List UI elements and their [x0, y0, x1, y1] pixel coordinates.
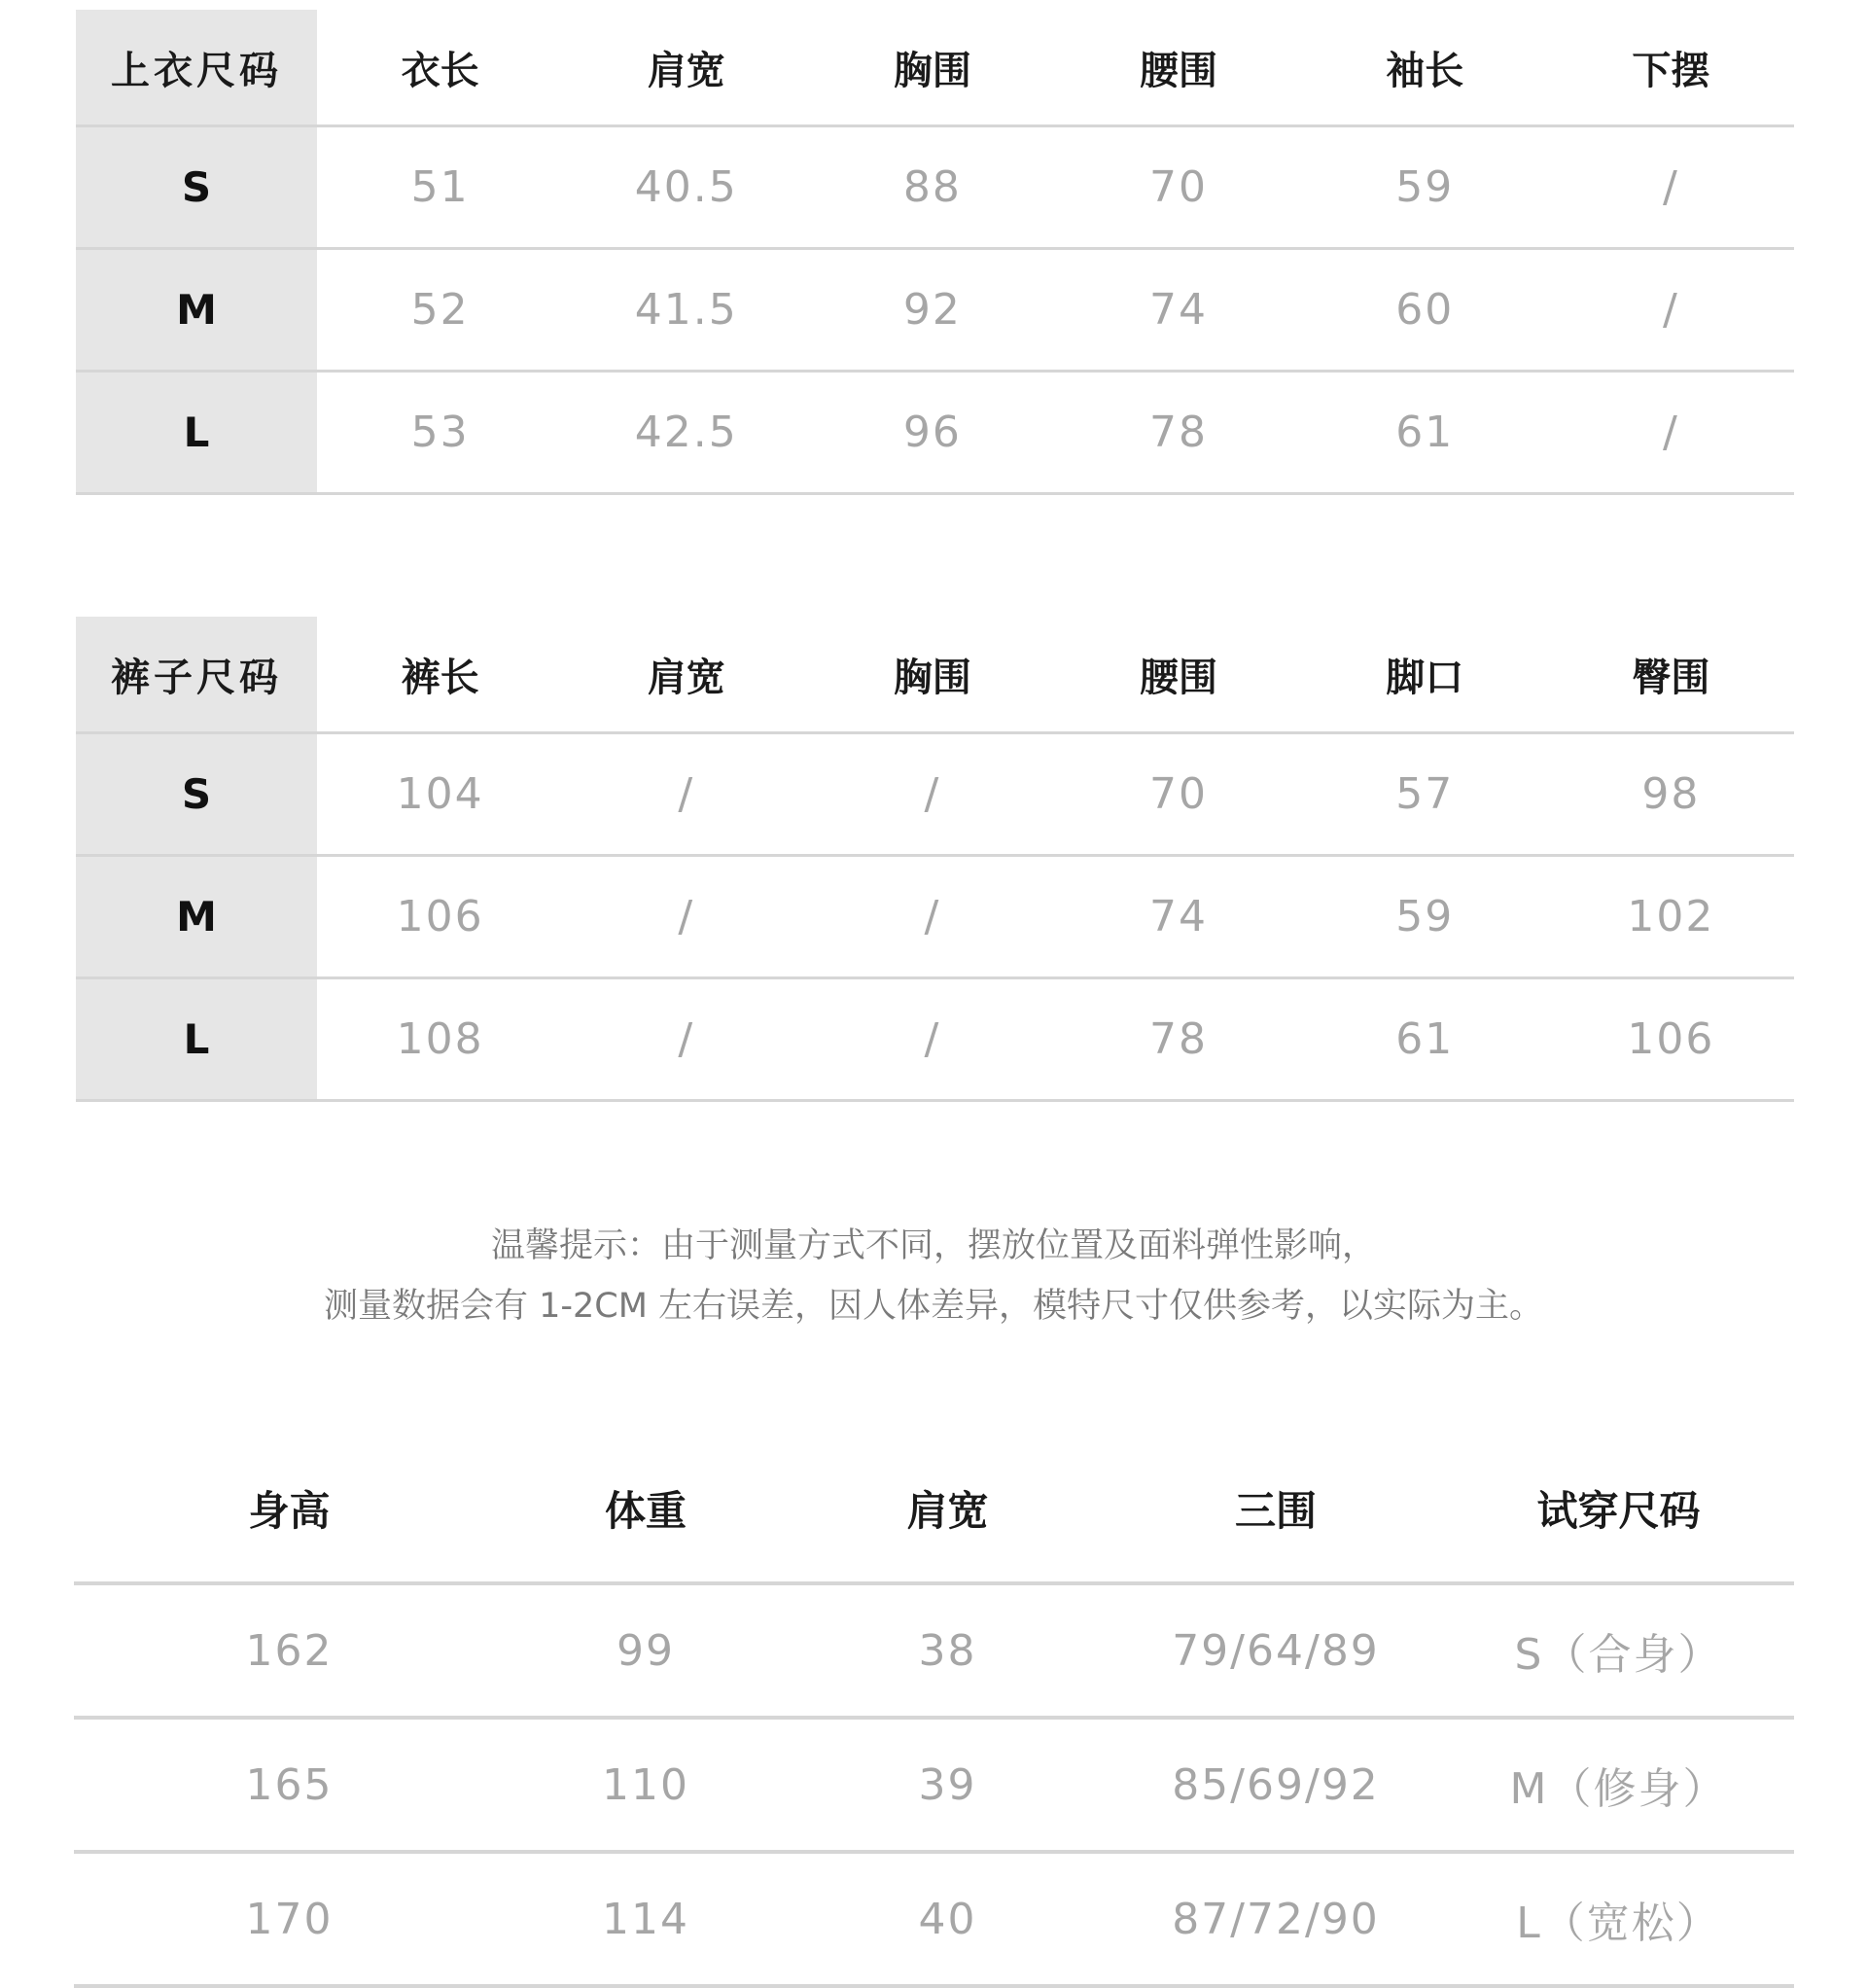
table-cell: 87/72/90	[1109, 1852, 1443, 1986]
table-cell: 70	[1055, 733, 1301, 856]
table-cell: 74	[1055, 249, 1301, 372]
header-length: 衣长	[317, 10, 563, 126]
size-label: S	[76, 733, 317, 856]
table-cell: L（宽松）	[1443, 1852, 1794, 1986]
header-shoulder: 肩宽	[563, 10, 809, 126]
table-cell: 108	[317, 978, 563, 1101]
table-cell: 57	[1302, 733, 1548, 856]
table-row	[76, 733, 1794, 856]
table-cell: 110	[505, 1718, 787, 1852]
size-label: L	[76, 372, 317, 494]
table-cell: 70	[1055, 126, 1301, 249]
table-cell: 53	[317, 372, 563, 494]
table-cell: 99	[505, 1583, 787, 1718]
table-header-row	[74, 1435, 1794, 1583]
table-cell: 92	[809, 249, 1055, 372]
table-cell: 78	[1055, 978, 1301, 1101]
header-label-size: 裤子尺码	[76, 617, 317, 733]
header-height: 身高	[74, 1435, 505, 1583]
table-cell: 104	[317, 733, 563, 856]
table-row	[76, 372, 1794, 494]
table-cell: 59	[1302, 126, 1548, 249]
header-hem: 下摆	[1548, 10, 1794, 126]
table-cell: 78	[1055, 372, 1301, 494]
model-fit-table	[74, 1435, 1794, 1988]
table-cell: 41.5	[563, 249, 809, 372]
table-header-row	[76, 617, 1794, 733]
header-shoulder: 肩宽	[787, 1435, 1109, 1583]
table-cell: 51	[317, 126, 563, 249]
header-sleeve: 袖长	[1302, 10, 1548, 126]
table-cell: 61	[1302, 978, 1548, 1101]
header-weight: 体重	[505, 1435, 787, 1583]
table-cell: 85/69/92	[1109, 1718, 1443, 1852]
table-cell: /	[563, 856, 809, 978]
size-label: M	[76, 249, 317, 372]
table-cell: 98	[1548, 733, 1794, 856]
table-cell: 61	[1302, 372, 1548, 494]
header-waist: 腰围	[1055, 617, 1301, 733]
size-label: S	[76, 126, 317, 249]
table-cell: 106	[1548, 978, 1794, 1101]
table-cell: 114	[505, 1852, 787, 1986]
header-chest: 胸围	[809, 10, 1055, 126]
table-row	[76, 126, 1794, 249]
table-cell: 74	[1055, 856, 1301, 978]
table-cell: 42.5	[563, 372, 809, 494]
header-hip: 臀围	[1548, 617, 1794, 733]
size-label: L	[76, 978, 317, 1101]
table-cell: 106	[317, 856, 563, 978]
header-pants-length: 裤长	[317, 617, 563, 733]
table-cell: 79/64/89	[1109, 1583, 1443, 1718]
header-leg-opening: 脚口	[1302, 617, 1548, 733]
table-cell: /	[809, 978, 1055, 1101]
table-cell: 38	[787, 1583, 1109, 1718]
header-shoulder: 肩宽	[563, 617, 809, 733]
table-cell: M（修身）	[1443, 1718, 1794, 1852]
header-chest: 胸围	[809, 617, 1055, 733]
table-cell: 165	[74, 1718, 505, 1852]
notice-line-2: 测量数据会有 1-2CM 左右误差，因人体差异，模特尺寸仅供参考，以实际为主。	[323, 1287, 1544, 1326]
table-cell: /	[1548, 372, 1794, 494]
header-waist: 腰围	[1055, 10, 1301, 126]
top-size-table	[76, 10, 1794, 495]
table-cell: 39	[787, 1718, 1109, 1852]
table-cell: 40	[787, 1852, 1109, 1986]
table-row	[74, 1718, 1794, 1852]
header-label-size: 上衣尺码	[76, 10, 317, 126]
header-measurements: 三围	[1109, 1435, 1443, 1583]
table-cell: 60	[1302, 249, 1548, 372]
measurement-notice	[0, 1216, 1867, 1336]
table-cell: 59	[1302, 856, 1548, 978]
size-label: M	[76, 856, 317, 978]
table-row	[74, 1852, 1794, 1986]
table-cell: S（合身）	[1443, 1583, 1794, 1718]
table-row	[76, 249, 1794, 372]
table-cell: 96	[809, 372, 1055, 494]
table-header-row	[76, 10, 1794, 126]
table-cell: 40.5	[563, 126, 809, 249]
table-cell: /	[1548, 249, 1794, 372]
table-cell: /	[563, 978, 809, 1101]
table-cell: 52	[317, 249, 563, 372]
table-cell: /	[809, 856, 1055, 978]
table-cell: 162	[74, 1583, 505, 1718]
table-row	[76, 856, 1794, 978]
header-fit-size: 试穿尺码	[1443, 1435, 1794, 1583]
table-cell: 102	[1548, 856, 1794, 978]
table-cell: 170	[74, 1852, 505, 1986]
table-row	[76, 978, 1794, 1101]
pants-size-table	[76, 617, 1794, 1102]
notice-line-1: 温馨提示：由于测量方式不同，摆放位置及面料弹性影响，	[490, 1226, 1376, 1265]
table-row	[74, 1583, 1794, 1718]
table-cell: 88	[809, 126, 1055, 249]
table-cell: /	[809, 733, 1055, 856]
table-cell: /	[563, 733, 809, 856]
table-cell: /	[1548, 126, 1794, 249]
